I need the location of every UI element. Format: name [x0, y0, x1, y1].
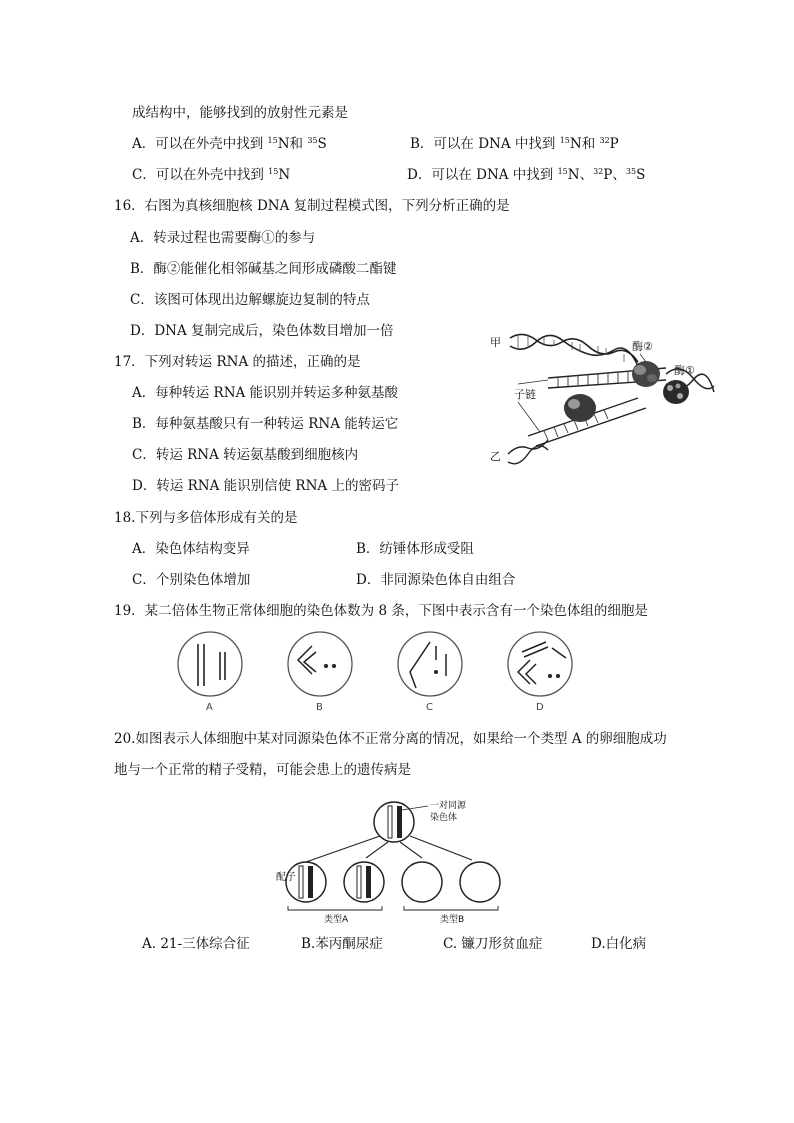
- q16-option-b: B．酶②能催化相邻碱基之间形成磷酸二酯键: [130, 261, 397, 277]
- label-daughter-strand: 子链: [514, 388, 536, 401]
- parent-helix: [510, 334, 638, 366]
- q17-option-b: B．每种氨基酸只有一种转运 RNA 能转运它: [132, 416, 399, 432]
- q17-option-c: C．转运 RNA 转运氨基酸到细胞核内: [132, 447, 359, 463]
- q16-option-d: D．DNA 复制完成后，染色体数目增加一倍: [130, 323, 394, 339]
- q17-stem: 17．下列对转运 RNA 的描述，正确的是: [114, 354, 361, 370]
- label-gamete: 配子: [276, 872, 296, 883]
- q18-option-a: A．染色体结构变异: [132, 541, 250, 557]
- q15-option-b: B．可以在 DNA 中找到 $^{15}$N和 $^{32}$P: [410, 136, 619, 152]
- upper-daughter-arm: [548, 361, 666, 388]
- gamete-b1: [402, 862, 442, 902]
- label-enzyme-1: 酶①: [674, 364, 695, 377]
- q20-option-d: D.白化病: [591, 936, 647, 952]
- lower-daughter-arm: [508, 394, 646, 464]
- q17-option-d: D．转运 RNA 能识别信使 RNA 上的密码子: [132, 478, 399, 494]
- cell-d-label: D: [536, 702, 544, 713]
- label-type-a: 类型A: [324, 915, 349, 925]
- dna-replication-figure: [488, 328, 718, 468]
- q20-stem-line2: 地与一个正常的精子受精，可能会患上的遗传病是: [114, 762, 411, 778]
- q16-stem: 16．右图为真核细胞核 DNA 复制过程模式图，下列分析正确的是: [114, 198, 510, 214]
- nondisjunction-figure: [276, 796, 516, 926]
- gamete-b2: [460, 862, 500, 902]
- q20-stem-line1: 20.如图表示人体细胞中某对同源染色体不正常分离的情况，如果给一个类型 A 的卵细胞成功: [114, 731, 667, 747]
- q15-stem-continuation: 成结构中，能够找到的放射性元素是: [132, 105, 348, 121]
- q15-option-d: D．可以在 DNA 中找到 $^{15}$N、$^{32}$P、$^{35}$S: [407, 167, 646, 183]
- gamete-a2: [344, 862, 384, 902]
- branch-lines: [306, 836, 472, 862]
- cell-c-label: C: [426, 702, 433, 713]
- label-homologous-pair-1: 一对同源: [430, 801, 467, 811]
- parent-cell: [374, 802, 428, 842]
- cell-a-label: A: [206, 702, 213, 713]
- q19-stem: 19．某二倍体生物正常体细胞的染色体数为 8 条，下图中表示含有一个染色体组的细胞是: [114, 603, 648, 619]
- label-yi: 乙: [490, 450, 501, 463]
- q20-option-c: C. 镰刀形贫血症: [443, 936, 543, 952]
- q18-option-b: B．纺锤体形成受阻: [356, 541, 474, 557]
- label-jia: 甲: [490, 336, 501, 349]
- cell-b: [288, 632, 352, 713]
- q20-option-a: A. 21-三体综合征: [142, 936, 250, 952]
- cell-b-label: B: [316, 702, 323, 713]
- cell-a: [178, 632, 242, 713]
- chromosome-cells-figure: [170, 630, 580, 714]
- q18-option-d: D．非同源染色体自由组合: [356, 572, 516, 588]
- q20-option-b: B.苯丙酮尿症: [301, 936, 383, 952]
- cell-c: [398, 632, 462, 713]
- label-enzyme-2: 酶②: [632, 340, 653, 353]
- q18-stem: 18.下列与多倍体形成有关的是: [114, 510, 298, 526]
- q16-option-a: A．转录过程也需要酶①的参与: [130, 230, 316, 246]
- q15-option-c: C．可以在外壳中找到 $^{15}$N: [132, 167, 291, 183]
- label-homologous-pair-2: 染色体: [430, 813, 458, 823]
- q15-option-a: A．可以在外壳中找到 $^{15}$N和 $^{35}$S: [132, 136, 327, 152]
- q17-option-a: A．每种转运 RNA 能识别并转运多种氨基酸: [132, 385, 399, 401]
- q18-option-c: C．个别染色体增加: [132, 572, 251, 588]
- q16-option-c: C．该图可体现出边解螺旋边复制的特点: [130, 292, 370, 308]
- cell-d: [508, 632, 572, 713]
- label-type-b: 类型B: [440, 915, 465, 925]
